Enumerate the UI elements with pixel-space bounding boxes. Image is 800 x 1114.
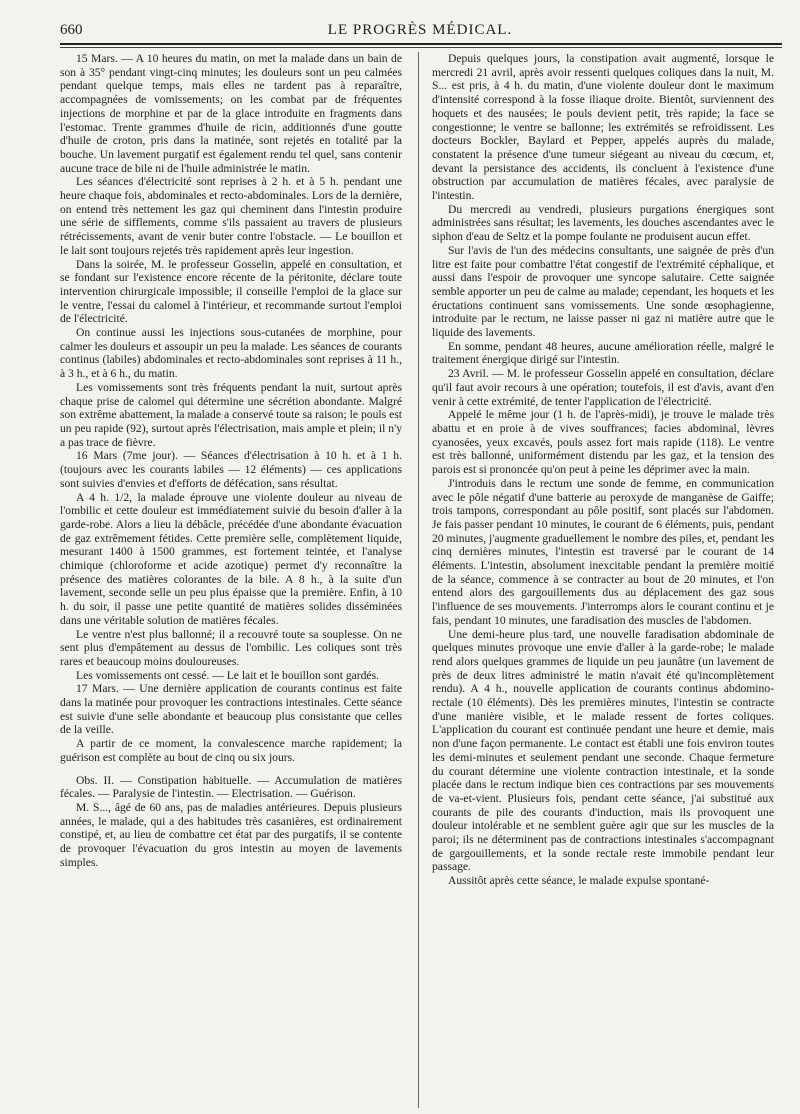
page-number: 660 bbox=[60, 22, 83, 38]
paragraph: A partir de ce moment, la convalescence marche rapidement; la guérison est complète au bout de cinq ou six jours. bbox=[60, 737, 402, 764]
paragraph: Depuis quelques jours, la constipation avait augmenté, lorsque le mercredi 21 avril, après avoir ressenti quelques coliques dans la nuit, M. S... est pris, à 4 h. du matin, d'une violente douleur dont le maximum d'intensité correspond à la fosse iliaque droite. Bientôt, surviennent des hoquets et des nausées; le pouls devient petit, très rapide; la face se congestionne; le ventre se ballonne; les extrémités se refroidissent. Les docteurs Bockler, Baylard et Pepper, appelés auprès du malade, constatent la présence d'une tumeur siégeant au niveau du cœcum, et, devant la persistance des accidents, ils concluent à l'existence d'une obstruction par accumulation de matières fécales, avec paralysie de l'intestin. bbox=[432, 52, 774, 203]
paragraph: Appelé le même jour (1 h. de l'après-midi), je trouve le malade très abattu et en proie à de vives souffrances; facies abdominal, lèvres cyanosées, yeux excavés, pouls assez fort mais rapide (118). Le ventre est très ballonné, uniformément distendu par les gaz, et la tension des parois est si prononcée qu'on peut à peine les déprimer avec la main. bbox=[432, 408, 774, 477]
paragraph: Une demi-heure plus tard, une nouvelle faradisation abdominale de quelques minutes provoque une envie d'aller à la garde-robe; le malade rend alors quelques grammes de liquide un peu jaunâtre (un lavement de près de deux litres administré le matin n'avait été qu'incomplètement rendu). A 4 h., nouvelle application de courants continus abdomino-rectale (10 éléments). Dès les premières minutes, l'intestin se contracte d'une manière visible, et le malade ressent de fortes coliques. L'application du courant est continuée pendant une heure et demie, mais non d'une façon permanente. Le contact est établi une fois environ toutes les demi-minutes et seulement pendant une seconde. Chaque fermeture du courant détermine une violente contraction intestinale, et la sonde placée dans le rectum indique bien ces contractions par ses mouvements de va-et-vient. Plusieurs fois, pendant cette séance, j'ai substitué aux courants de pile des courants d'induction, mais ils provoquent une douleur intolérable et ne semblent guère agir que sur les muscles de la paroi; ils ne déterminent pas de contractions intestinales s'accompagnant de gargouillements, et la sonde rectale reste immobile pendant leur passage. bbox=[432, 627, 774, 874]
paragraph: En somme, pendant 48 heures, aucune amélioration réelle, malgré le traitement énergique dirigé sur l'intestin. bbox=[432, 339, 774, 367]
page-header bbox=[60, 22, 780, 44]
header-rule-thick bbox=[60, 43, 782, 45]
paragraph: 16 Mars (7me jour). — Séances d'électrisation à 10 h. et à 1 h. (toujours avec les courants labiles — 12 éléments) — ces applications sont suivies d'envies et d'efforts de défécation, sans résultat. bbox=[60, 449, 402, 490]
paragraph: Les vomissements ont cessé. — Le lait et le bouillon sont gardés. bbox=[76, 668, 379, 682]
paragraph: Du mercredi au vendredi, plusieurs purgations énergiques sont administrées sans résultat; les lavements, les douches ascendantes avec le siphon d'eau de Seltz et la pompe foulante ne produisent aucun effet. bbox=[432, 202, 774, 244]
paragraph: 15 Mars. — A 10 heures du matin, on met la malade dans un bain de son à 35° pendant vingt-cinq minutes; les douleurs sont un peu calmées pendant quelque temps, mais elles ne tardent pas à reparaître, accompagnées de vomissements; on les combat par de fréquentes injections de morphine et par de la glace introduite en fragments dans l'estomac. Trente grammes d'huile de ricin, additionnés d'une goutte d'huile de croton, pris dans la matinée, sont rejetés en totalité par la bouche. Un lavement purgatif est également rendu tel quel, sans contenir aucune trace de bile ni de l'huile administrée le matin. bbox=[60, 52, 402, 175]
right-column bbox=[432, 52, 774, 1112]
left-column bbox=[60, 52, 402, 1112]
running-title: LE PROGRÈS MÉDICAL. bbox=[327, 22, 513, 38]
paragraph: Les séances d'électricité sont reprises à 2 h. et à 5 h. pendant une heure chaque fois, abdominales et recto-abdominales. Lors de la dernière, on entend très nettement les gaz qui cheminent dans l'intestin produire une série de sifflements, comme s'ils passaient au travers de plusieurs rétrécissements, avant de venir buter contre l'obstacle. — Le bouillon et le lait sont toujours rejetés très rapidement après leur ingestion. bbox=[60, 175, 402, 257]
paragraph: On continue aussi les injections sous-cutanées de morphine, pour calmer les douleurs et assoupir un peu la malade. Les séances de courants continus (labiles) abdominales et recto-abdominales sont reprises à 11 h., à 3 h., et à 6 h., du matin. bbox=[60, 326, 402, 381]
paragraph: Les vomissements sont très fréquents pendant la nuit, surtout après chaque prise de calomel qui détermine une sécrétion abondante. Malgré son extrême abattement, la malade a conservé toute sa raison; le pouls est un peu rapide (92), surtout après l'électrisation, mais ample et plein; il n'y a pas trace de fièvre. bbox=[60, 380, 402, 449]
paragraph: Dans la soirée, M. le professeur Gosselin, appelé en consultation, et se fondant sur l'existence encore récente de la péritonite, déclare toute intervention chirurgicale impossible; il conseille l'emploi de la glace sur le ventre, l'essai du calomel à l'intérieur, et recommande surtout l'emploi de l'électricité. bbox=[60, 257, 402, 326]
column-divider bbox=[418, 52, 419, 1108]
observation-heading: Obs. II. — Constipation habituelle. — Accumulation de matières fécales. — Paralysie de l'intestin. — Electrisation. — Guérison. bbox=[60, 773, 402, 801]
paragraph: J'introduis dans le rectum une sonde de femme, en communication avec le pôle négatif d'une batterie au peroxyde de manganèse de Gaiffe; trois tampons, correspondant au pôle positif, sont placés sur l'abdomen. Je fais passer pendant 10 minutes, le courant de 6 éléments, puis, pendant 20 minutes, j'augmente graduellement le nombre des piles, et, pendant les cinq dernières minutes, l'intestin est traversé par le courant de 14 éléments. L'intestin, absolument inexcitable pendant la première moitié de la séance, commence à se contracter au bout de 20 minutes, et l'on entend alors des gargouillements dus au déplacement des gaz sous l'influence de ses mouvements. J'interromps alors le courant continu et je fais, pendant 10 minutes, une faradisation des muscles de l'abdomen. bbox=[432, 476, 774, 627]
paragraph: Sur l'avis de l'un des médecins consultants, une saignée de près d'un litre est faite pour combattre l'état congestif de l'extrémité céphalique, et aussi dans l'espoir de provoquer une syncope salutaire. Cette saignée semble apporter un peu de calme au malade; cependant, les hoquets et les éructations continuent sans vomissements. Une sonde œsophagienne, introduite par le rectum, ne laisse passer ni gaz ni matière autre que le liquide des lavements. bbox=[432, 243, 774, 340]
paragraph: M. S..., âgé de 60 ans, pas de maladies antérieures. Depuis plusieurs années, le malade, qui a des habitudes très casanières, est ordinairement constipé, et, au lieu de combattre cet état par des purgatifs, il se contente de provoquer l'évacuation du gros intestin au moyen de lavements simples. bbox=[60, 800, 402, 869]
paragraph: Aussitôt après cette séance, le malade expulse spontané- bbox=[448, 874, 710, 888]
header-rule-thin bbox=[60, 47, 782, 48]
paragraph: A 4 h. 1/2, la malade éprouve une violente douleur au niveau de l'ombilic et cette douleur est immédiatement suivie du besoin d'aller à la garde-robe. Alors a lieu la débâcle, précédée d'une abondante évacuation de gaz extrêmement fétides. Cette première selle, complètement liquide, mesurant 1400 à 1500 grammes, est fortement teintée, et l'analyse chimique (chloroforme et acide azotique) permet d'y reconnaître la présence des matières colorantes de la bile. A 8 h., à la suite d'un lavement, seconde selle un peu plus épaisse que la première. Enfin, à 10 h. du soir, il passe une petite quantité de matières solides disséminées dans une véritable solution de matières fécales. bbox=[60, 490, 402, 627]
paragraph: Le ventre n'est plus ballonné; il a recouvré toute sa souplesse. On ne sent plus d'empâtement au dessus de l'ombilic. Les coliques sont très rares et beaucoup moins douloureuses. bbox=[60, 627, 402, 668]
paragraph: 23 Avril. — M. le professeur Gosselin appelé en consultation, déclare qu'il faut avoir recours à une opération; toutefois, il est d'avis, avant d'en venir à cette extrémité, de tenter l'application de l'électricité. bbox=[432, 367, 774, 408]
paragraph: 17 Mars. — Une dernière application de courants continus est faite dans la matinée pour provoquer les contractions intestinales. Cette séance est suivie d'une selle abondante et beaucoup plus consistante que celles de la veille. bbox=[60, 682, 402, 737]
